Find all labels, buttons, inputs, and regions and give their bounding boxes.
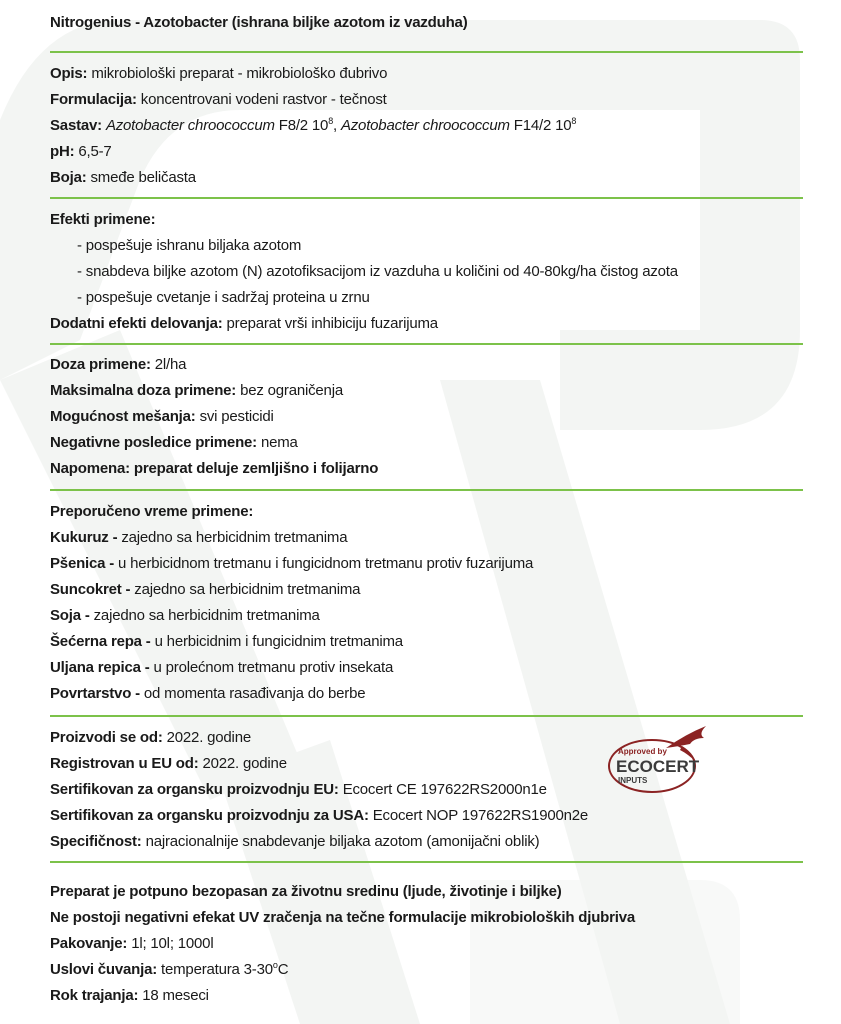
crop-value: u herbicidnim i fungicidnim tretmanima (154, 633, 403, 650)
formulacija-label: Formulacija: (50, 91, 137, 108)
logo-inputs-text: INPUTS (618, 776, 648, 785)
sastav-row (50, 116, 576, 136)
crop-name: Pšenica (50, 555, 106, 572)
pakovanje-row (50, 934, 213, 954)
crop-row (50, 658, 393, 678)
crop-name: Kukuruz (50, 529, 109, 546)
cert-usa-value: Ecocert NOP 197622RS1900n2e (372, 807, 589, 824)
specificnost-row (50, 832, 539, 852)
crop-value: u prolećnom tretmanu protiv insekata (153, 659, 394, 676)
strain1-exp: 8 (328, 116, 334, 126)
posledice-label: Negativne posledice primene: (50, 434, 257, 451)
boja-value: smeđe beličasta (90, 169, 196, 186)
rok-label: Rok trajanja: (50, 987, 139, 1004)
mesanje-row (50, 407, 274, 427)
posledice-value: nema (260, 434, 298, 451)
uv-row (50, 908, 635, 928)
specificnost-label: Specifičnost: (50, 833, 142, 850)
crop-row (50, 684, 365, 704)
effect-item: - pospešuje ishranu biljaka azotom (77, 237, 302, 254)
strain1-name: Azotobacter chroococcum (105, 117, 275, 134)
cert-usa-label: Sertifikovan za organsku proizvodnju za USA: (50, 807, 369, 824)
crop-name: Uljana repica (50, 659, 141, 676)
cuvanje-value: temperatura 3-30 (161, 961, 273, 978)
crop-value: zajedno sa herbicidnim tretmanima (93, 607, 320, 624)
registrovan-value: 2022. godine (202, 755, 287, 772)
rok-value: 18 meseci (142, 987, 209, 1004)
opis-label: Opis: (50, 65, 88, 82)
divider (50, 51, 803, 53)
proizvodi-value: 2022. godine (166, 729, 251, 746)
formulacija-value: koncentrovani vodeni rastvor - tečnost (140, 91, 387, 108)
max-doza-value: bez ograničenja (240, 382, 343, 399)
ph-row (50, 142, 112, 162)
opis-value: mikrobiološki preparat - mikrobiološko đubrivo (91, 65, 388, 82)
crop-value: od momenta rasađivanja do berbe (143, 685, 366, 702)
strain2-code: F14/2 10 (513, 117, 572, 134)
mesanje-value: svi pesticidi (199, 408, 274, 425)
cert-usa-row (50, 806, 588, 826)
dodatni-value: preparat vrši inhibiciju fuzarijuma (226, 315, 438, 332)
strain2-name: Azotobacter chroococcum (340, 117, 510, 134)
mesanje-label: Mogućnost mešanja: (50, 408, 196, 425)
crop-row (50, 554, 533, 574)
degree-sup: o (272, 960, 278, 970)
divider (50, 861, 803, 863)
formulacija-row (50, 90, 387, 110)
max-doza-label: Maksimalna doza primene: (50, 382, 237, 399)
proizvodi-label: Proizvodi se od: (50, 729, 163, 746)
strain2-exp: 8 (571, 116, 577, 126)
preporuceno-heading (50, 502, 253, 522)
dash: - (141, 633, 155, 650)
efekti-heading-text: Efekti primene: (50, 211, 156, 228)
dash: - (131, 685, 144, 702)
max-doza-row (50, 381, 343, 401)
crop-row (50, 580, 360, 600)
ph-label: pH: (50, 143, 75, 160)
divider (50, 197, 803, 199)
strain1-code: F8/2 10 (278, 117, 329, 134)
cert-eu-label: Sertifikovan za organsku proizvodnju EU: (50, 781, 339, 798)
ecocert-logo (606, 724, 716, 794)
registrovan-label: Registrovan u EU od: (50, 755, 199, 772)
crop-name: Šećerna repa (50, 633, 142, 650)
cuvanje-label: Uslovi čuvanja: (50, 961, 158, 978)
crop-name: Soja (50, 607, 81, 624)
crop-name: Povrtarstvo (50, 685, 132, 702)
cuvanje-unit: C (277, 961, 289, 978)
dash: - (80, 607, 94, 624)
uv-text: Ne postoji negativni efekat UV zračenja na tečne formulacije mikrobioloških djubriva (50, 909, 636, 926)
logo-approved-text: Approved by (618, 747, 667, 756)
crop-value: zajedno sa herbicidnim tretmanima (134, 581, 361, 598)
divider (50, 489, 803, 491)
preporuceno-heading-text: Preporučeno vreme primene: (50, 503, 254, 520)
cert-eu-row (50, 780, 547, 800)
sastav-label: Sastav: (50, 117, 102, 134)
effect-item: - snabdeva biljke azotom (N) azotofiksacijom iz vazduha u količini od 40-80kg/ha čistog azota (77, 263, 678, 280)
boja-label: Boja: (50, 169, 87, 186)
bezopasan-row (50, 882, 562, 902)
crop-value: zajedno sa herbicidnim tretmanima (121, 529, 348, 546)
crop-row (50, 528, 347, 548)
bezopasan-text: Preparat je potpuno bezopasan za životnu sredinu (ljude, životinje i biljke) (50, 883, 562, 900)
logo-ecocert-text: ECOCERT (616, 757, 700, 776)
dodatni-label: Dodatni efekti delovanja: (50, 315, 223, 332)
efekti-heading (50, 210, 155, 230)
pakovanje-value: 1l; 10l; 1000l (131, 935, 214, 952)
divider (50, 715, 803, 717)
doza-label: Doza primene: (50, 356, 151, 373)
doza-row (50, 355, 186, 375)
specificnost-value: najracionalnije snabdevanje biljaka azotom (amonijačni oblik) (145, 833, 540, 850)
divider (50, 343, 803, 345)
napomena-row (50, 459, 378, 479)
crop-value: u herbicidnom tretmanu i fungicidnom tretmanu protiv fuzarijuma (118, 555, 534, 572)
dash: - (105, 555, 119, 572)
proizvodi-row (50, 728, 251, 748)
dodatni-row (50, 314, 438, 334)
dash: - (121, 581, 135, 598)
ph-value: 6,5-7 (78, 143, 112, 160)
dash: - (140, 659, 154, 676)
registrovan-row (50, 754, 287, 774)
effect-item: - pospešuje cvetanje i sadržaj proteina u zrnu (77, 289, 370, 306)
crop-row (50, 606, 320, 626)
doza-value: 2l/ha (154, 356, 187, 373)
cuvanje-row (50, 960, 288, 980)
boja-row (50, 168, 196, 188)
crop-row (50, 632, 403, 652)
crop-name: Suncokret (50, 581, 122, 598)
cert-eu-value: Ecocert CE 197622RS2000n1e (342, 781, 547, 798)
opis-row (50, 64, 387, 84)
posledice-row (50, 433, 298, 453)
product-title: Nitrogenius - Azotobacter (ishrana biljke azotom iz vazduha) (50, 14, 468, 31)
pakovanje-label: Pakovanje: (50, 935, 128, 952)
separator: , (333, 117, 337, 134)
rok-row (50, 986, 209, 1006)
napomena-label: Napomena: (50, 460, 130, 477)
dash: - (108, 529, 122, 546)
napomena-value: preparat deluje zemljišno i folijarno (133, 460, 379, 477)
